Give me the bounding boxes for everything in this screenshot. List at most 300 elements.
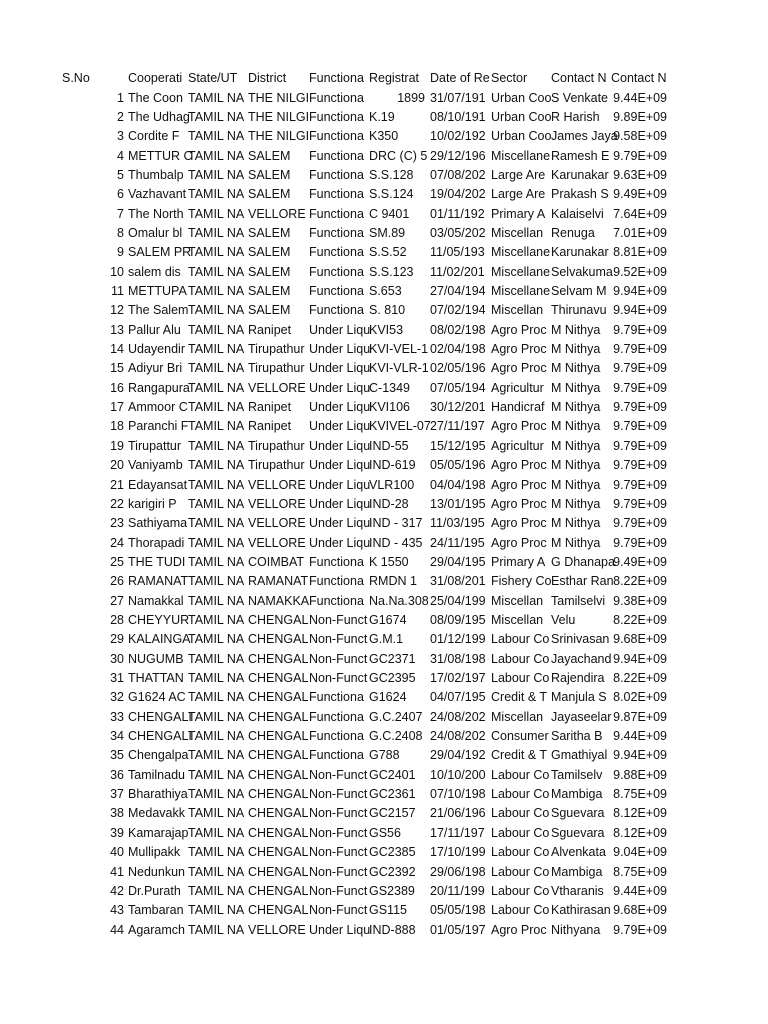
- cell-date: 20/11/199: [430, 883, 485, 898]
- cell-contact-number: 8.75E+09: [613, 864, 667, 879]
- cell-sector: Miscellane: [491, 284, 551, 298]
- cell-contact-name: Mambiga: [551, 864, 603, 879]
- cell-contact-name: Velu: [551, 612, 576, 627]
- cell-functional: Functiona: [309, 284, 364, 298]
- table-row: [0, 766, 768, 785]
- cell-date: 31/07/191: [430, 90, 486, 105]
- cell-contact-number: 9.79E+09: [613, 419, 667, 434]
- table-row: [0, 650, 768, 669]
- cell-sno: 43: [110, 903, 124, 918]
- table-row: [0, 630, 768, 649]
- cell-date: 27/11/197: [430, 419, 485, 434]
- cell-sector: Labour Co: [491, 806, 550, 821]
- cell-functional: Non-Funct: [309, 612, 368, 627]
- cell-registration: KVI106: [369, 400, 411, 415]
- cell-cooperative: Ammoor C: [128, 400, 188, 415]
- cell-contact-number: 8.22E+09: [613, 671, 667, 685]
- cell-sno: 6: [117, 187, 124, 202]
- cell-date: 07/05/194: [430, 380, 486, 395]
- cell-cooperative: G1624 AC: [128, 690, 186, 705]
- cell-contact-number: 9.94E+09: [613, 284, 667, 298]
- cell-contact-number: 8.02E+09: [613, 690, 667, 705]
- cell-district: VELLORE: [248, 206, 306, 221]
- cell-cooperative: CHEYYUR: [128, 612, 190, 627]
- cell-contact-name: Alvenkata: [551, 845, 606, 860]
- cell-contact-name: R Harish: [551, 109, 600, 124]
- cell-contact-number: 9.49E+09: [613, 187, 667, 202]
- cell-state: TAMIL NA: [188, 245, 245, 260]
- cell-district: Ranipet: [248, 419, 292, 434]
- cell-date: 29/04/192: [430, 748, 486, 763]
- cell-district: Tirupathur: [248, 361, 305, 376]
- cell-contact-name: Srinivasan: [551, 632, 610, 647]
- cell-sno: 8: [117, 225, 124, 240]
- cell-contact-name: G Dhanapa: [551, 554, 615, 569]
- cell-cooperative: Pallur Alu: [128, 322, 181, 337]
- cell-date: 05/05/196: [430, 458, 486, 473]
- cell-contact-name: M Nithya: [551, 322, 601, 337]
- cell-cooperative: Tirupattur: [128, 438, 182, 453]
- cell-registration: G1624: [369, 690, 407, 705]
- cell-district: SALEM: [248, 245, 291, 260]
- cell-sno: 18: [110, 419, 124, 434]
- cell-sno: 17: [110, 400, 124, 415]
- cell-contact-name: Manjula S: [551, 690, 607, 705]
- cell-contact-number: 9.44E+09: [613, 90, 667, 105]
- cell-state: TAMIL NA: [188, 187, 245, 202]
- cell-date: 02/04/198: [430, 342, 486, 357]
- cell-state: TAMIL NA: [188, 883, 245, 898]
- cell-cooperative: RAMANAT: [128, 574, 189, 589]
- cell-date: 24/08/202: [430, 729, 486, 744]
- header-cooperative: Cooperati: [128, 71, 183, 85]
- cell-contact-name: Esthar Ran: [551, 574, 614, 589]
- cell-registration: DRC (C) 5: [369, 148, 428, 163]
- cell-functional: Non-Funct: [309, 883, 368, 898]
- header-registration: Registrat: [369, 71, 420, 85]
- cell-state: TAMIL NA: [188, 206, 245, 221]
- cell-functional: Functiona: [309, 245, 364, 260]
- cell-contact-name: Nithyana: [551, 922, 601, 937]
- cell-date: 30/12/201: [430, 400, 486, 415]
- cell-district: COIMBAT: [248, 554, 305, 569]
- cell-date: 29/12/196: [430, 148, 486, 163]
- cell-sector: Agro Proc: [491, 342, 547, 357]
- cell-contact-name: Jayachand: [551, 651, 612, 666]
- cell-sno: 39: [110, 825, 124, 840]
- cell-state: TAMIL NA: [188, 825, 245, 840]
- cell-registration: KVI-VLR-1: [369, 361, 429, 376]
- cell-date: 15/12/195: [430, 438, 486, 453]
- cell-district: CHENGAL: [248, 903, 309, 918]
- cell-functional: Under Liqu: [309, 922, 371, 937]
- cell-functional: Functiona: [309, 748, 364, 763]
- cell-sector: Large Are: [491, 167, 546, 182]
- cell-date: 21/06/196: [430, 806, 486, 821]
- cell-contact-name: Vtharanis: [551, 883, 604, 898]
- cell-registration: KVI53: [369, 322, 404, 337]
- table-row: [0, 785, 768, 804]
- cell-functional: Functiona: [309, 709, 364, 724]
- cell-state: TAMIL NA: [188, 264, 245, 279]
- cell-district: Tirupathur: [248, 342, 305, 357]
- cell-cooperative: Thumbalp: [128, 167, 184, 182]
- table-row: [0, 263, 768, 282]
- cell-state: TAMIL NA: [188, 438, 245, 453]
- cell-district: CHENGAL: [248, 612, 309, 627]
- cell-registration: IND-55: [369, 438, 409, 453]
- cell-contact-number: 9.68E+09: [613, 632, 667, 647]
- cell-sno: 27: [110, 593, 124, 608]
- cell-sector: Labour Co: [491, 845, 550, 860]
- cell-state: TAMIL NA: [188, 400, 245, 415]
- cell-cooperative: The North: [128, 206, 184, 221]
- cell-sno: 40: [110, 845, 124, 860]
- cell-sector: Large Are: [491, 187, 546, 202]
- cell-sector: Agro Proc: [491, 496, 547, 511]
- cell-cooperative: Tambaran: [128, 903, 184, 918]
- cell-state: TAMIL NA: [188, 109, 245, 124]
- cell-state: TAMIL NA: [188, 845, 245, 860]
- cell-registration: GC2361: [369, 787, 416, 802]
- cell-state: TAMIL NA: [188, 516, 245, 531]
- cell-cooperative: Agaramch: [128, 922, 185, 937]
- cell-state: TAMIL NA: [188, 922, 245, 937]
- cell-sector: Consumer: [491, 729, 549, 744]
- cell-district: CHENGAL: [248, 845, 309, 860]
- cell-district: CHENGAL: [248, 825, 309, 840]
- cell-sno: 22: [110, 496, 124, 511]
- cell-contact-name: M Nithya: [551, 535, 601, 550]
- cell-state: TAMIL NA: [188, 787, 245, 802]
- cell-registration: G.C.2407: [369, 709, 423, 724]
- cell-state: TAMIL NA: [188, 303, 245, 318]
- cell-date: 08/09/195: [430, 612, 486, 627]
- cell-date: 17/02/197: [430, 671, 486, 685]
- cell-functional: Under Liqu: [309, 380, 371, 395]
- cell-functional: Functiona: [309, 129, 364, 144]
- cell-cooperative: Sathiyama: [128, 516, 188, 531]
- cell-registration: KVIVEL-07: [369, 419, 431, 434]
- cell-contact-name: Karunakar: [551, 245, 609, 260]
- cell-contact-number: 9.79E+09: [613, 438, 667, 453]
- cell-contact-number: 9.49E+09: [613, 554, 667, 569]
- cell-district: VELLORE: [248, 535, 306, 550]
- header-row: [0, 69, 768, 88]
- cell-sno: 34: [110, 729, 124, 744]
- cell-district: SALEM: [248, 167, 291, 182]
- cell-functional: Under Liqu: [309, 496, 371, 511]
- cell-sno: 12: [110, 303, 124, 318]
- cell-sector: Labour Co: [491, 903, 550, 918]
- cell-sector: Credit & T: [491, 748, 548, 763]
- cell-cooperative: Edayansat: [128, 477, 188, 492]
- cell-date: 07/10/198: [430, 787, 486, 802]
- cell-district: VELLORE: [248, 922, 306, 937]
- cell-functional: Under Liqu: [309, 322, 371, 337]
- cell-state: TAMIL NA: [188, 748, 245, 763]
- table-row: [0, 804, 768, 823]
- cell-contact-name: M Nithya: [551, 380, 601, 395]
- table-row: [0, 321, 768, 340]
- cell-cooperative: karigiri P: [128, 496, 177, 511]
- cell-state: TAMIL NA: [188, 361, 245, 376]
- cell-cooperative: Adiyur Bri: [128, 361, 183, 376]
- header-contact-name: Contact N: [551, 71, 607, 85]
- cell-functional: Under Liqu: [309, 342, 371, 357]
- cell-functional: Non-Funct: [309, 903, 368, 918]
- cell-sno: 25: [110, 554, 124, 569]
- cell-contact-name: M Nithya: [551, 342, 601, 357]
- cell-functional: Functiona: [309, 593, 364, 608]
- cell-cooperative: The Salem: [128, 303, 189, 318]
- cell-date: 01/12/199: [430, 632, 486, 647]
- table-row: [0, 89, 768, 108]
- cell-state: TAMIL NA: [188, 690, 245, 705]
- table-row: [0, 243, 768, 262]
- cell-cooperative: METTUR C: [128, 148, 193, 163]
- cell-registration: S.S.123: [369, 264, 414, 279]
- cell-registration: GS56: [369, 825, 401, 840]
- cell-sno: 23: [110, 516, 124, 531]
- cell-contact-name: Selvakuma: [551, 264, 613, 279]
- table-row: [0, 882, 768, 901]
- table-row: [0, 708, 768, 727]
- cell-contact-number: 8.12E+09: [613, 806, 667, 821]
- cell-contact-name: M Nithya: [551, 361, 601, 376]
- cell-state: TAMIL NA: [188, 322, 245, 337]
- table-row: [0, 727, 768, 746]
- cell-state: TAMIL NA: [188, 767, 245, 782]
- cell-registration: K 1550: [369, 554, 409, 569]
- cell-sector: Labour Co: [491, 883, 550, 898]
- cell-sno: 5: [117, 167, 124, 182]
- cell-registration: 1899: [397, 90, 425, 105]
- cell-contact-number: 9.89E+09: [613, 109, 667, 124]
- cell-sno: 37: [110, 787, 124, 802]
- cell-contact-name: M Nithya: [551, 458, 601, 473]
- cell-contact-number: 9.68E+09: [613, 903, 667, 918]
- header-contact-number: Contact N: [611, 71, 667, 85]
- cell-functional: Under Liqu: [309, 400, 371, 415]
- cell-sno: 42: [110, 883, 124, 898]
- cell-contact-number: 9.63E+09: [613, 167, 667, 182]
- cell-sno: 20: [110, 458, 124, 473]
- cell-contact-name: James Jaya: [551, 129, 618, 144]
- cell-district: SALEM: [248, 148, 291, 163]
- cell-registration: GC2157: [369, 806, 416, 821]
- cell-functional: Functiona: [309, 90, 364, 105]
- table-row: [0, 166, 768, 185]
- cell-contact-name: Rajendira: [551, 671, 605, 685]
- cell-cooperative: Rangapura: [128, 380, 190, 395]
- table-row: [0, 108, 768, 127]
- cell-registration: GC2371: [369, 651, 416, 666]
- cell-sno: 2: [117, 109, 124, 124]
- cell-contact-number: 9.44E+09: [613, 729, 667, 744]
- cell-contact-name: S Venkate: [551, 90, 608, 105]
- cell-state: TAMIL NA: [188, 535, 245, 550]
- cell-functional: Functiona: [309, 574, 364, 589]
- cell-registration: S.653: [369, 284, 402, 298]
- cell-date: 01/11/192: [430, 206, 485, 221]
- cell-registration: GC2395: [369, 671, 416, 685]
- cell-state: TAMIL NA: [188, 709, 245, 724]
- cell-cooperative: Dr.Purath: [128, 883, 181, 898]
- table-row: [0, 476, 768, 495]
- cell-sector: Labour Co: [491, 671, 550, 685]
- cell-registration: Na.Na.308: [369, 593, 429, 608]
- cell-sno: 26: [110, 574, 124, 589]
- cell-district: CHENGAL: [248, 671, 309, 685]
- cell-district: CHENGAL: [248, 787, 309, 802]
- cell-functional: Functiona: [309, 729, 364, 744]
- cell-district: CHENGAL: [248, 748, 309, 763]
- cell-district: Tirupathur: [248, 438, 305, 453]
- cell-cooperative: Vazhavant: [128, 187, 187, 202]
- cell-cooperative: Namakkal: [128, 593, 184, 608]
- cell-cooperative: Chengalpa: [128, 748, 189, 763]
- header-sno: S.No: [62, 71, 90, 85]
- cell-date: 25/04/199: [430, 593, 486, 608]
- cell-sector: Agro Proc: [491, 477, 547, 492]
- cell-district: CHENGAL: [248, 864, 309, 879]
- cell-cooperative: METTUPA: [128, 284, 187, 298]
- cell-functional: Under Liqu: [309, 361, 371, 376]
- cell-state: TAMIL NA: [188, 632, 245, 647]
- cell-district: CHENGAL: [248, 767, 309, 782]
- cell-sector: Miscellane: [491, 264, 551, 279]
- cell-date: 07/02/194: [430, 303, 486, 318]
- cell-contact-name: Jayaseelar: [551, 709, 612, 724]
- cell-sno: 35: [110, 748, 124, 763]
- cell-sector: Agro Proc: [491, 535, 547, 550]
- table-row: [0, 224, 768, 243]
- cell-contact-number: 9.79E+09: [613, 516, 667, 531]
- cell-district: VELLORE: [248, 477, 306, 492]
- cell-sector: Agro Proc: [491, 361, 547, 376]
- cell-registration: G1674: [369, 612, 407, 627]
- cell-registration: S.S.124: [369, 187, 414, 202]
- cell-district: VELLORE: [248, 516, 306, 531]
- cell-sno: 16: [110, 380, 124, 395]
- cell-district: CHENGAL: [248, 632, 309, 647]
- cell-date: 10/02/192: [430, 129, 486, 144]
- cell-sector: Miscellan: [491, 612, 544, 627]
- cell-functional: Under Liqu: [309, 535, 371, 550]
- cell-date: 01/05/197: [430, 922, 486, 937]
- cell-date: 03/05/202: [430, 225, 486, 240]
- cell-functional: Functiona: [309, 690, 364, 705]
- cell-contact-name: Mambiga: [551, 787, 603, 802]
- cell-state: TAMIL NA: [188, 477, 245, 492]
- cell-sno: 9: [117, 245, 124, 260]
- cell-contact-name: Kathirasan: [551, 903, 611, 918]
- cell-sno: 11: [111, 284, 124, 298]
- cell-cooperative: Bharathiya: [128, 787, 188, 802]
- cell-state: TAMIL NA: [188, 225, 245, 240]
- cell-sector: Agro Proc: [491, 922, 547, 937]
- cell-contact-name: Thirunavu: [551, 303, 607, 318]
- cell-contact-number: 8.75E+09: [613, 787, 667, 802]
- cell-sno: 13: [110, 322, 124, 337]
- cell-state: TAMIL NA: [188, 419, 245, 434]
- table-row: [0, 843, 768, 862]
- cell-district: SALEM: [248, 303, 291, 318]
- cell-state: TAMIL NA: [188, 90, 245, 105]
- cell-contact-number: 9.52E+09: [613, 264, 667, 279]
- cell-contact-name: Sguevara: [551, 825, 605, 840]
- cell-contact-name: Prakash S: [551, 187, 609, 202]
- cell-date: 11/05/193: [430, 245, 485, 260]
- cell-contact-number: 9.38E+09: [613, 593, 667, 608]
- table-row: [0, 437, 768, 456]
- cell-sector: Urban Coo: [491, 129, 552, 144]
- cell-cooperative: THATTAN: [128, 671, 184, 685]
- cell-sector: Primary A: [491, 206, 546, 221]
- cell-sno: 14: [110, 342, 124, 357]
- cell-contact-number: 9.79E+09: [613, 922, 667, 937]
- cell-cooperative: Vaniyamb: [128, 458, 183, 473]
- cell-sector: Labour Co: [491, 864, 550, 879]
- cell-sno: 7: [117, 206, 124, 221]
- cell-district: CHENGAL: [248, 709, 309, 724]
- table-row: [0, 127, 768, 146]
- cell-sector: Miscellan: [491, 593, 544, 608]
- cell-cooperative: Udayendir: [128, 342, 185, 357]
- cell-contact-number: 9.79E+09: [613, 496, 667, 511]
- cell-sector: Miscellan: [491, 225, 544, 240]
- cell-functional: Non-Funct: [309, 651, 368, 666]
- cell-district: SALEM: [248, 187, 291, 202]
- cell-date: 02/05/196: [430, 361, 486, 376]
- cell-sector: Miscellane: [491, 148, 551, 163]
- cell-contact-number: 8.81E+09: [613, 245, 667, 260]
- cell-state: TAMIL NA: [188, 671, 245, 685]
- cell-date: 24/08/202: [430, 709, 486, 724]
- cell-functional: Functiona: [309, 264, 364, 279]
- table-row: [0, 185, 768, 204]
- cell-sno: 30: [110, 651, 124, 666]
- cell-date: 10/10/200: [430, 767, 486, 782]
- cell-date: 17/11/197: [430, 825, 485, 840]
- cell-contact-number: 9.58E+09: [613, 129, 667, 144]
- cell-district: THE NILGI: [248, 129, 310, 144]
- cell-sno: 29: [110, 632, 124, 647]
- cell-sector: Labour Co: [491, 651, 550, 666]
- cell-contact-name: Saritha B: [551, 729, 603, 744]
- cell-contact-name: M Nithya: [551, 477, 601, 492]
- cell-contact-name: Ramesh E: [551, 148, 610, 163]
- table-row: [0, 205, 768, 224]
- table-row: [0, 340, 768, 359]
- cell-cooperative: Omalur bl: [128, 225, 183, 240]
- cell-state: TAMIL NA: [188, 167, 245, 182]
- cell-functional: Non-Funct: [309, 825, 368, 840]
- cell-registration: IND - 317: [369, 516, 423, 531]
- cell-contact-number: 9.79E+09: [613, 322, 667, 337]
- table-row: [0, 147, 768, 166]
- cell-registration: GS115: [369, 903, 407, 918]
- table-row: [0, 592, 768, 611]
- cell-date: 24/11/195: [430, 535, 485, 550]
- cell-functional: Under Liqu: [309, 516, 371, 531]
- cell-contact-name: M Nithya: [551, 496, 601, 511]
- cell-date: 11/03/195: [430, 516, 485, 531]
- cell-date: 27/04/194: [430, 284, 486, 298]
- cell-date: 08/02/198: [430, 322, 486, 337]
- cell-cooperative: Medavakk: [128, 806, 185, 821]
